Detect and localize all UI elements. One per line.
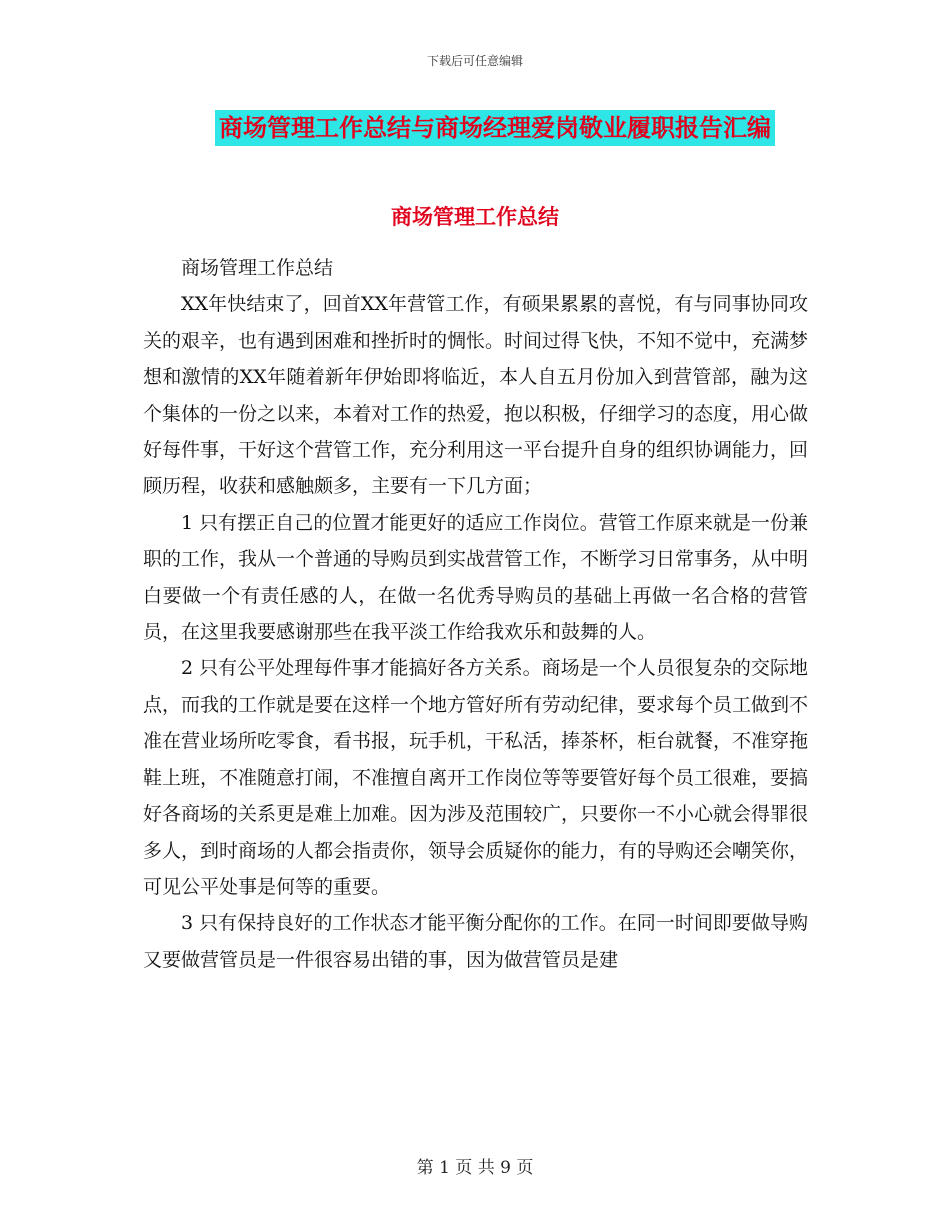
document-body: [143, 250, 808, 978]
body-paragraph: 商场管理工作总结: [181, 257, 334, 279]
body-paragraph: 3 只有保持良好的工作状态才能平衡分配你的工作。在同一时间即要做导购又要做营管员是一件很容易出错的事，因为做营管员是建: [143, 912, 808, 971]
body-paragraph: 1 只有摆正自己的位置才能更好的适应工作岗位。营管工作原来就是一份兼职的工作，我从一个普通的导购员到实战营管工作，不断学习日常事务，从中明白要做一个有责任感的人，在做一名优秀导购员的基础上再做一名合格的营管员，在这里我要感谢那些在我平淡工作给我欢乐和鼓舞的人。: [143, 511, 809, 644]
body-paragraph: 2 只有公平处理每件事才能搞好各方关系。商场是一个人员很复杂的交际地点，而我的工作就是要在这样一个地方管好所有劳动纪律，要求每个员工做到不准在营业场所吃零食，看书报，玩手机，干私活，捧茶杯，柜台就餐，不准穿拖鞋上班，不准随意打闹，不准擅自离开工作岗位等等要管好每个员工很难，要搞好各商场的关系更是难上加难。因为涉及范围较广，只要你一不小心就会得罪很多人，到时商场的人都会指责你，领导会质疑你的能力，有的导购还会嘲笑你，可见公平处事是何等的重要。: [143, 657, 809, 898]
document-title-container: [0, 110, 950, 146]
section-title: 商场管理工作总结: [391, 205, 559, 229]
document-title: 商场管理工作总结与商场经理爱岗敬业履职报告汇编: [215, 110, 775, 146]
body-paragraph: XX年快结束了，回首XX年营管工作，有硕果累累的喜悦，有与同事协同攻关的艰辛，也有遇到困难和挫折时的惆怅。时间过得飞快，不知不觉中，充满梦想和激情的XX年随着新年伊始即将临近，本人自五月份加入到营管部，融为这个集体的一份之以来，本着对工作的热爱，抱以积极，仔细学习的态度，用心做好每件事，干好这个营管工作，充分利用这一平台提升自身的组织协调能力，回顾历程，收获和感触颇多，主要有一下几方面；: [143, 293, 809, 498]
page-header-note: 下载后可任意编辑: [426, 54, 523, 68]
page-footer: 第 1 页 共 9 页: [416, 1158, 534, 1178]
